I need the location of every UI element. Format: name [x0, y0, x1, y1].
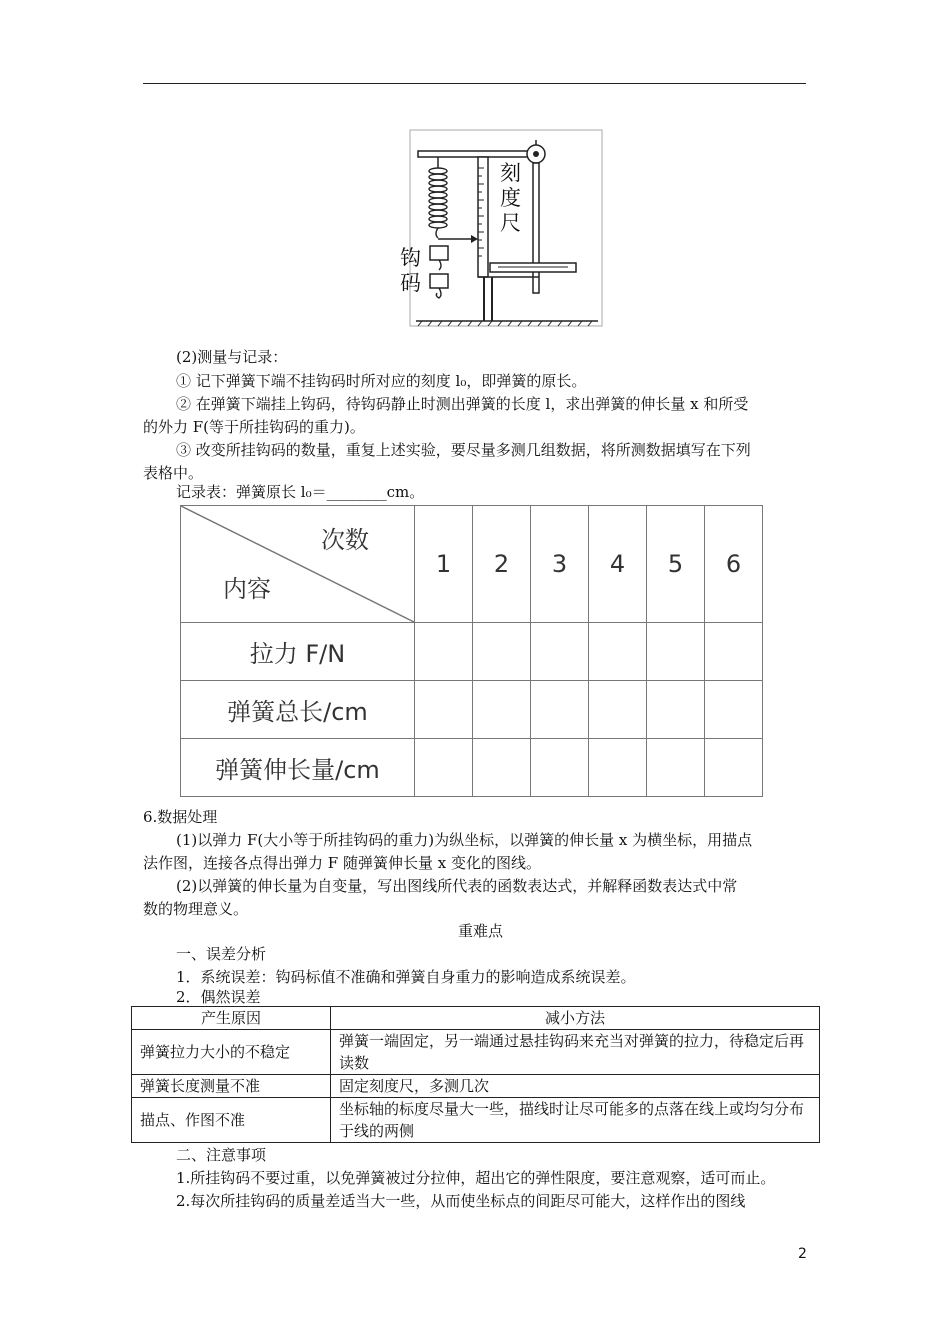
- method-cell: 固定刻度尺，多测几次: [331, 1075, 820, 1098]
- table-row: [181, 739, 763, 797]
- empty-cell: [415, 739, 473, 797]
- table-row: [181, 623, 763, 681]
- measure-heading: (2)测量与记录：: [176, 348, 288, 366]
- ruler-label-3: 尺: [500, 211, 521, 235]
- empty-cell: [589, 681, 647, 739]
- column-header: 3: [531, 506, 589, 623]
- empty-cell: [415, 623, 473, 681]
- row-label: 拉力 F/N: [181, 623, 415, 681]
- record-table: [180, 505, 763, 797]
- measure-step3-a: ③ 改变所挂钩码的数量，重复上述实验，要尽量多测几组数据，将所测数据填写在下列: [176, 441, 751, 459]
- processing-p2-a: (2)以弹簧的伸长量为自变量，写出图线所代表的函数表达式，并解释函数表达式中常: [176, 877, 738, 895]
- apparatus-diagram: [400, 128, 604, 328]
- section-error-analysis: 一、误差分析: [176, 945, 267, 963]
- empty-cell: [647, 739, 705, 797]
- empty-cell: [473, 739, 531, 797]
- section-title: 重难点: [458, 922, 504, 940]
- row-label: 弹簧总长/cm: [181, 681, 415, 739]
- section-notes: 二、注意事项: [176, 1146, 267, 1164]
- processing-heading: 6.数据处理: [143, 808, 218, 826]
- empty-cell: [473, 623, 531, 681]
- empty-cell: [647, 681, 705, 739]
- measure-step2-b: 的外力 F(等于所挂钩码的重力)。: [143, 418, 365, 436]
- empty-cell: [705, 623, 763, 681]
- empty-cell: [531, 739, 589, 797]
- empty-cell: [531, 623, 589, 681]
- weight-label-1: 钩: [400, 246, 421, 270]
- system-error-item: 1．系统误差：钩码标值不准确和弹簧自身重力的影响造成系统误差。: [176, 968, 636, 986]
- column-header: 4: [589, 506, 647, 623]
- page-number: 2: [798, 1246, 807, 1262]
- note-1: 1.所挂钩码不要过重，以免弹簧被过分拉伸，超出它的弹性限度，要注意观察，适可而止。: [176, 1169, 776, 1187]
- measure-step2-a: ② 在弹簧下端挂上钩码，待钩码静止时测出弹簧的长度 l，求出弹簧的伸长量 x 和所受: [176, 395, 749, 413]
- empty-cell: [705, 739, 763, 797]
- cause-cell: 弹簧拉力大小的不稳定: [132, 1030, 331, 1075]
- method-cell: 弹簧一端固定，另一端通过悬挂钩码来充当对弹簧的拉力，待稳定后再读数: [331, 1030, 820, 1075]
- error-table: [131, 1006, 820, 1143]
- empty-cell: [415, 681, 473, 739]
- header-rule: [143, 83, 806, 84]
- table-row: [132, 1075, 820, 1098]
- weight-label-2: 码: [400, 271, 421, 295]
- random-error-item: 2．偶然误差: [176, 988, 261, 1006]
- column-header: 2: [473, 506, 531, 623]
- cause-cell: 弹簧长度测量不准: [132, 1075, 331, 1098]
- method-cell: 坐标轴的标度尽量大一些，描线时让尽可能多的点落在线上或均匀分布于线的两侧: [331, 1098, 820, 1143]
- processing-p2-b: 数的物理意义。: [143, 900, 249, 918]
- table-row: [181, 681, 763, 739]
- cause-cell: 描点、作图不准: [132, 1098, 331, 1143]
- column-header: 1: [415, 506, 473, 623]
- spring-apparatus-figure: [400, 128, 604, 328]
- column-header: 6: [705, 506, 763, 623]
- row-label: 弹簧伸长量/cm: [181, 739, 415, 797]
- processing-p1-a: (1)以弹力 F(大小等于所挂钩码的重力)为纵坐标，以弹簧的伸长量 x 为横坐标，用描点: [176, 831, 753, 849]
- empty-cell: [531, 681, 589, 739]
- ruler-label-1: 刻: [500, 161, 521, 185]
- empty-cell: [589, 623, 647, 681]
- record-table-diagonal-header: [181, 506, 415, 623]
- measure-step1: ① 记下弹簧下端不挂钩码时所对应的刻度 l₀，即弹簧的原长。: [176, 372, 587, 390]
- error-table-header-method: 减小方法: [331, 1007, 820, 1030]
- empty-cell: [705, 681, 763, 739]
- ruler-label-2: 度: [500, 186, 521, 210]
- header-content: 内容: [223, 575, 271, 603]
- empty-cell: [473, 681, 531, 739]
- empty-cell: [589, 739, 647, 797]
- table-row: [132, 1030, 820, 1075]
- column-header: 5: [647, 506, 705, 623]
- diagonal-line: [181, 506, 414, 622]
- empty-cell: [647, 623, 705, 681]
- note-2: 2.每次所挂钩码的质量差适当大一些，从而使坐标点的间距尽可能大，这样作出的图线: [176, 1192, 746, 1210]
- table-row: [132, 1098, 820, 1143]
- error-table-header-cause: 产生原因: [132, 1007, 331, 1030]
- record-caption: 记录表：弹簧原长 l₀＝________cm。: [176, 483, 425, 501]
- processing-p1-b: 法作图，连接各点得出弹力 F 随弹簧伸长量 x 变化的图线。: [143, 854, 541, 872]
- measure-step3-b: 表格中。: [143, 464, 204, 482]
- header-count: 次数: [321, 526, 369, 554]
